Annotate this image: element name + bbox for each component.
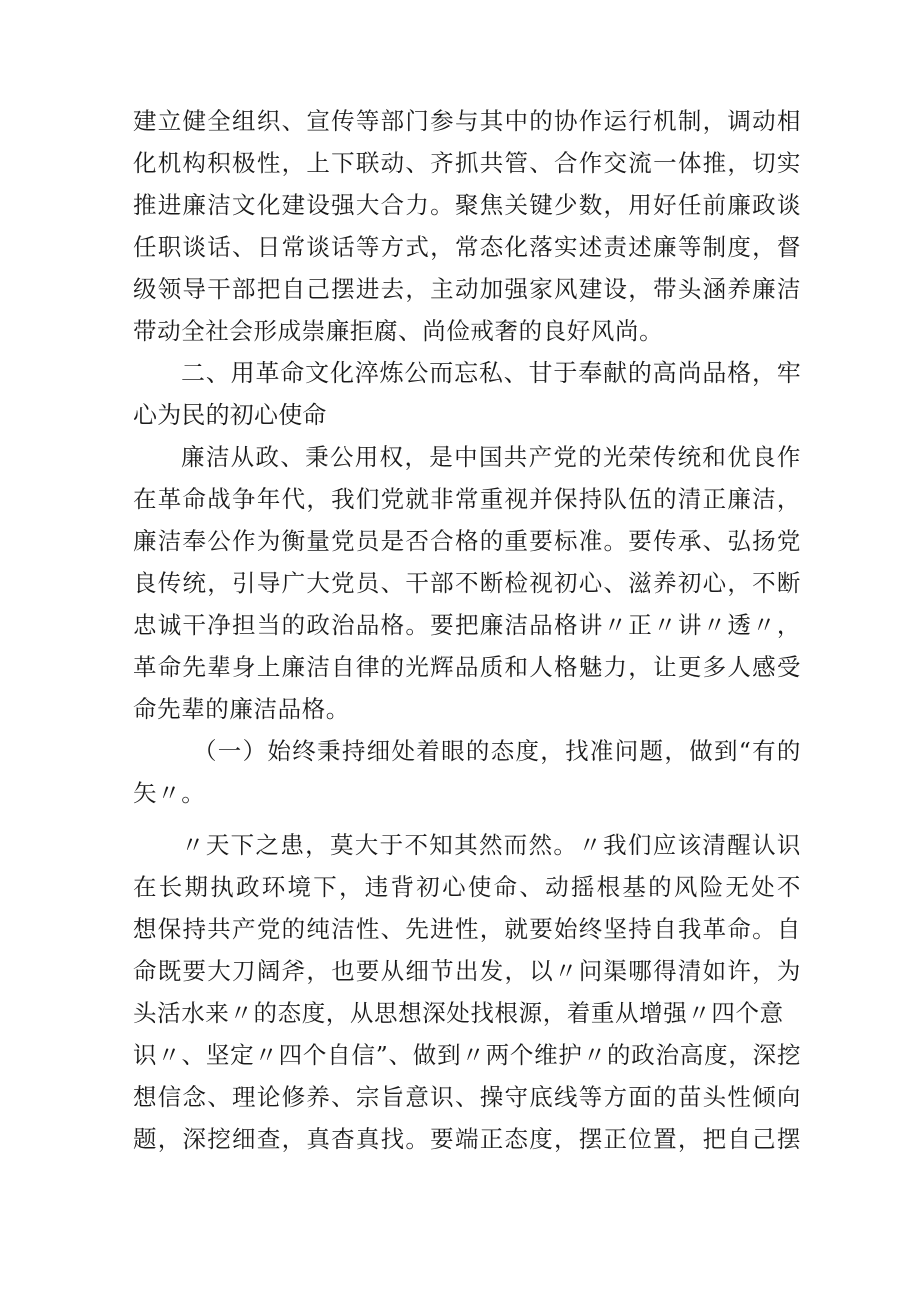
text-line: 在长期执政环境下，违背初心使命、动摇根基的风险无处不 xyxy=(133,873,801,901)
text-line: 〃天下之患，莫大于不知其然而然。〃我们应该清醒认识 xyxy=(181,831,801,859)
text-line: 带动全社会形成崇廉拒腐、尚俭戒奢的良好风尚。 xyxy=(133,317,664,345)
text-line: 级领导干部把自己摆进去，主动加强家风建设，带头涵养廉洁 xyxy=(133,275,801,303)
paragraph-3 xyxy=(133,828,801,1157)
text-line: 命既要大刀阔斧，也要从细节出发，以〃问渠哪得清如许，为 xyxy=(133,957,801,985)
paragraph-2 xyxy=(133,440,801,727)
text-line: 题，深挖细查，真杳真找。要端正态度，摆正位置，把自己摆 xyxy=(133,1125,801,1153)
text-line: 命先辈的廉洁品格。 xyxy=(133,695,350,723)
text-line: 建立健全组织、宣传等部门参与其中的协作运行机制，调动相 xyxy=(133,107,801,135)
text-line: 推进廉洁文化建设强大合力。聚焦关键少数，用好任前廉政谈 xyxy=(133,191,801,219)
text-line: 头活水来〃的态度，从思想深处找根源，着重从增强〃四个意 xyxy=(133,999,784,1027)
text-line: 廉洁奉公作为衡量党员是否合格的重要标准。要传承、弘扬党 xyxy=(133,527,801,555)
text-line: 革命先辈身上廉洁自律的光辉品质和人格魅力，让更多人感受 xyxy=(133,653,801,681)
text-line: 廉洁从政、秉公用权，是中国共产党的光荣传统和优良作 xyxy=(181,443,801,471)
subheading-line: （一）始终秉持细处着眼的态度，找准问题，做到“有的 xyxy=(193,737,801,765)
document-page xyxy=(133,104,801,1164)
heading-line: 心为民的初心使命 xyxy=(133,401,327,429)
section-heading-2 xyxy=(133,356,801,433)
text-line: 在革命战争年代，我们党就非常重视并保持队伍的清正廉洁， xyxy=(133,485,801,513)
text-line: 良传统，引导广大党员、干部不断检视初心、滋养初心，不断 xyxy=(133,569,801,597)
text-line: 化机构积极性，上下联动、齐抓共管、合作交流一体推，切实 xyxy=(133,149,801,177)
text-line: 忠诚干净担当的政治品格。要把廉洁品格讲〃正〃讲〃透〃， xyxy=(133,611,801,639)
subheading-line: 矢〃。 xyxy=(133,779,206,807)
paragraph-1 xyxy=(133,104,801,349)
text-line: 想保持共产党的纯洁性、先进性，就要始终坚持自我革命。自 xyxy=(133,915,801,943)
heading-line: 二、用革命文化淬炼公而忘私、甘于奉献的高尚品格，牢 xyxy=(181,359,801,387)
subheading-1 xyxy=(133,734,801,811)
text-line: 识〃、坚定〃四个自信”、做到〃两个维护〃的政治高度，深挖 xyxy=(133,1041,801,1069)
text-line: 任职谈话、日常谈话等方式，常态化落实述责述廉等制度，督 xyxy=(133,233,801,261)
text-line: 想信念、理论修养、宗旨意识、操守底线等方面的苗头性倾向 xyxy=(133,1083,801,1111)
